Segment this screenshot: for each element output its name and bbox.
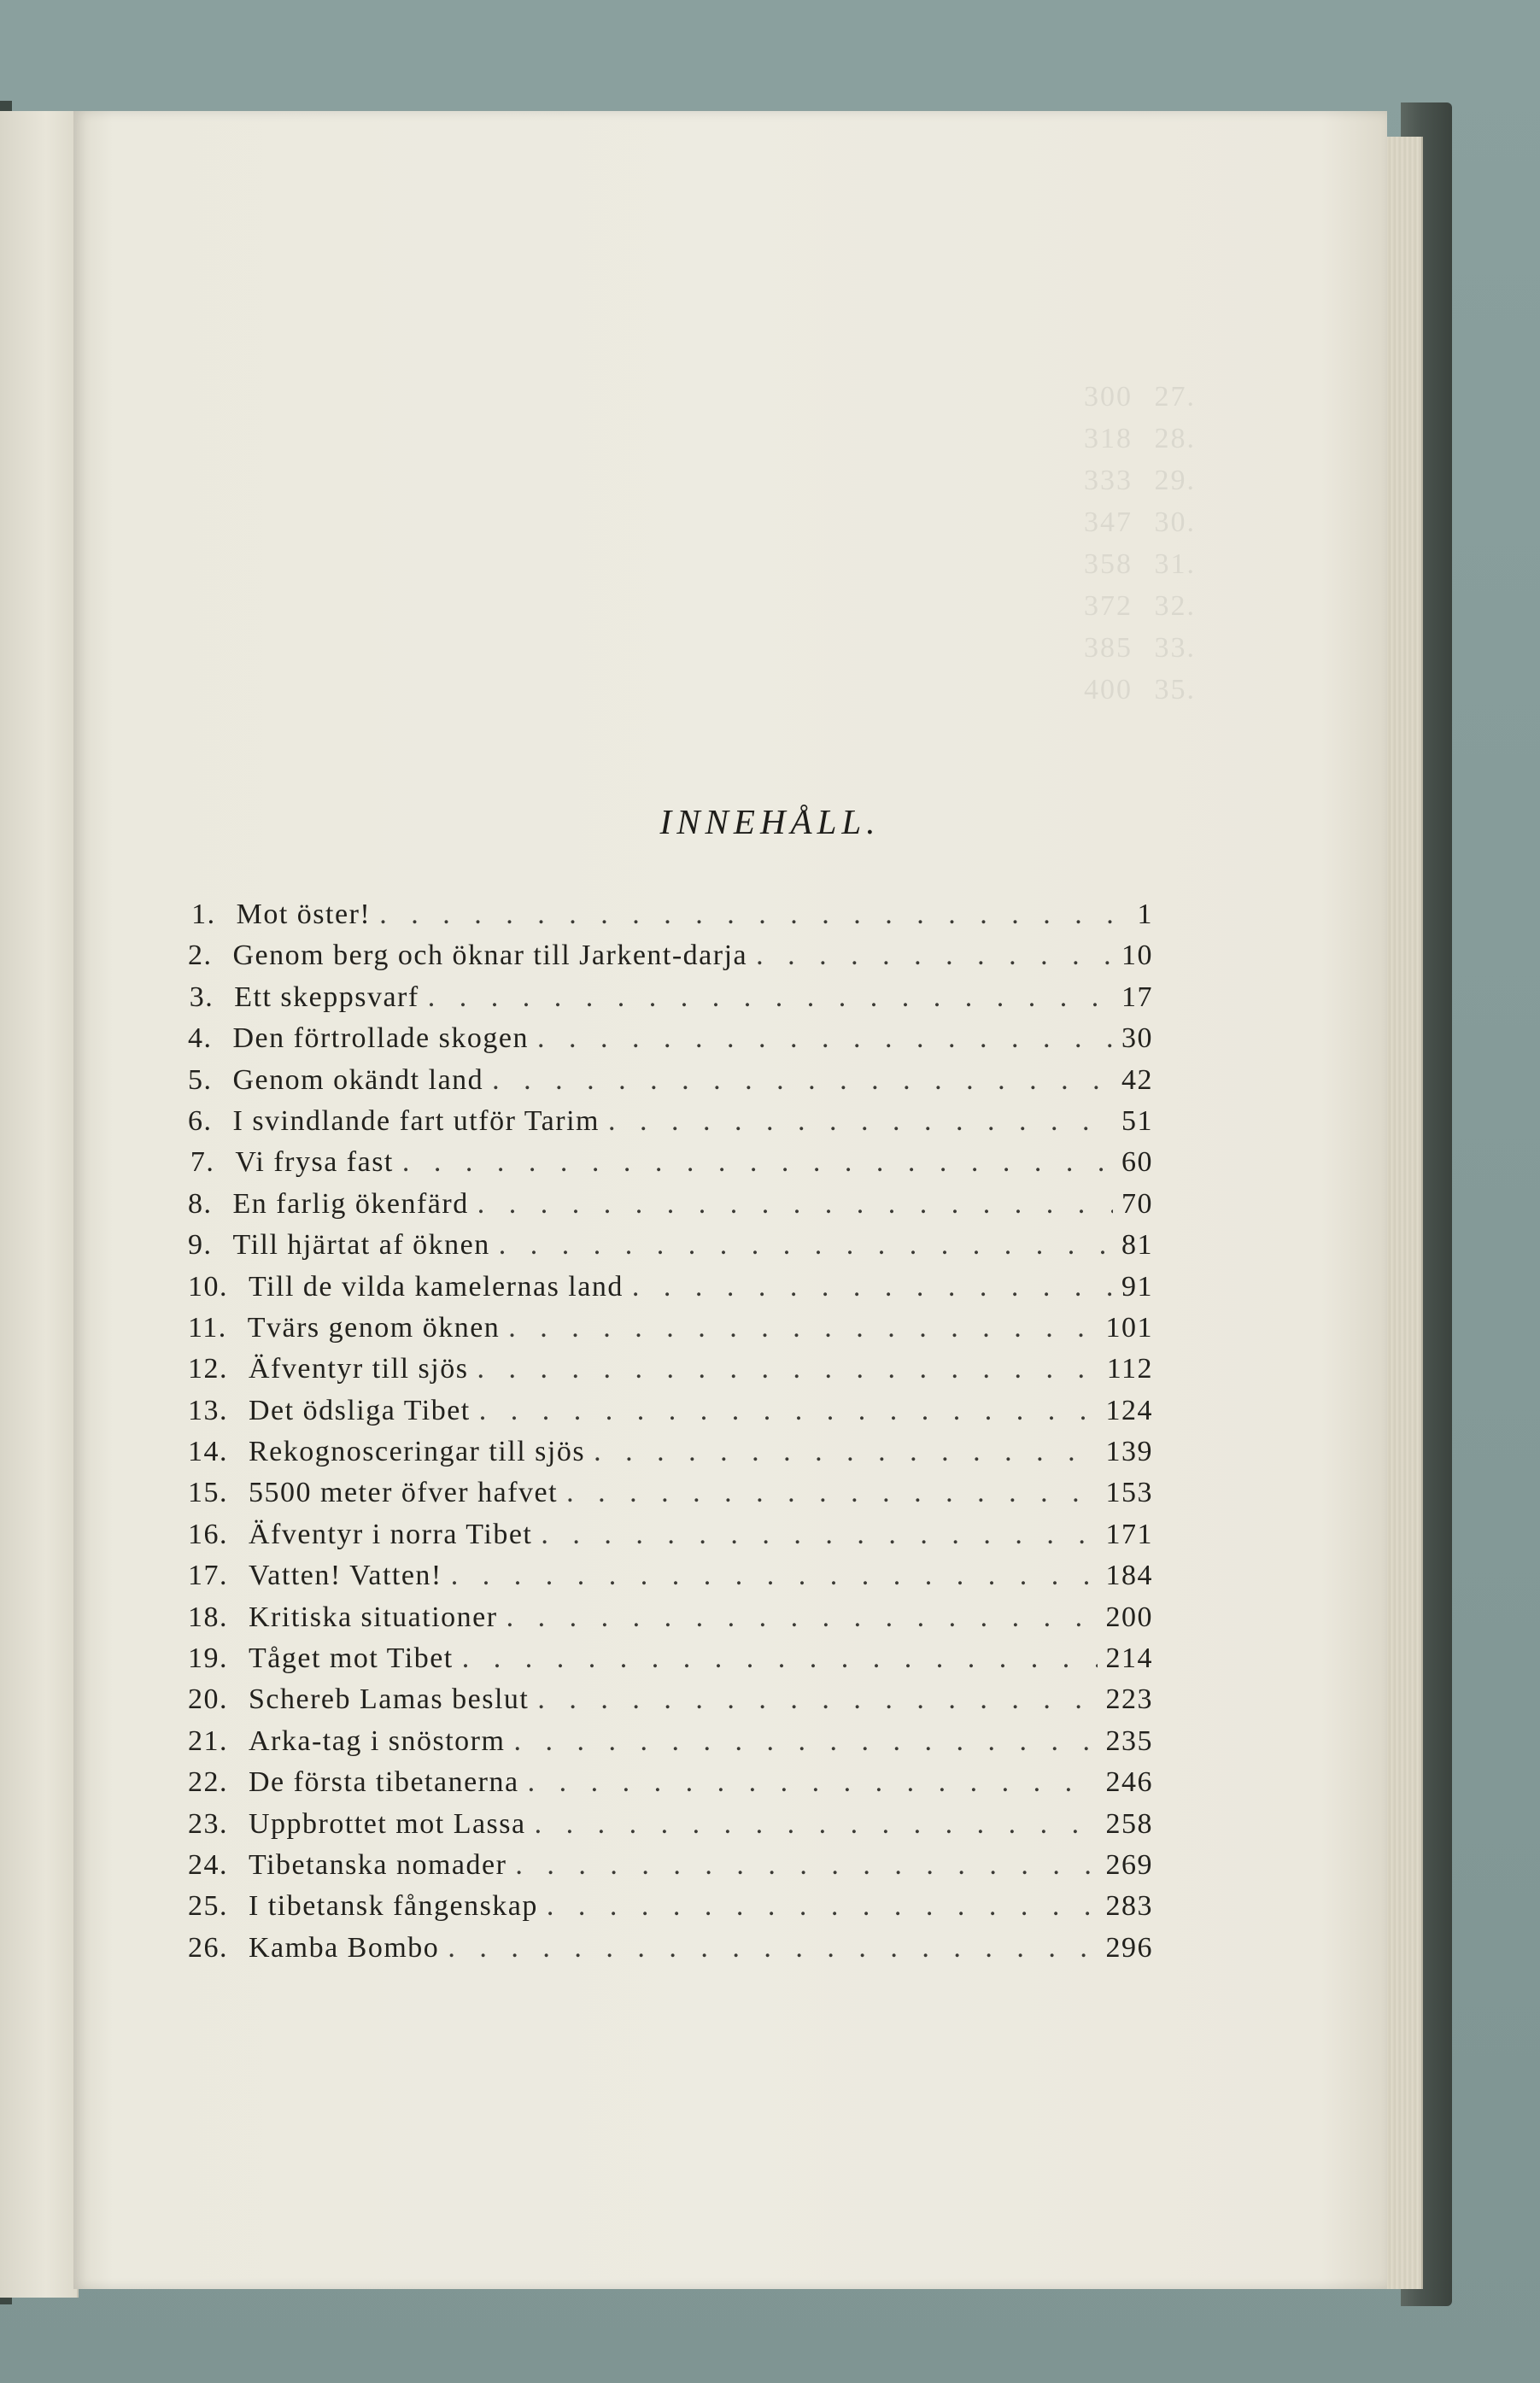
toc-entry <box>188 940 1153 981</box>
toc-entry-page: 30 <box>1121 1022 1153 1055</box>
show-through-page: 333 <box>1084 465 1133 496</box>
toc-entry-title: Till hjärtat af öknen <box>232 1229 490 1262</box>
toc-entry <box>188 1188 1153 1229</box>
toc-entry-title: Äfventyr till sjös <box>249 1353 469 1385</box>
show-through-row <box>188 460 1196 501</box>
show-through-page: 358 <box>1084 548 1133 580</box>
dot-leader <box>507 1601 1098 1634</box>
toc-entry <box>188 1477 1153 1518</box>
toc-entry <box>188 899 1153 940</box>
toc-entry <box>188 1229 1153 1270</box>
show-through-page: 372 <box>1084 590 1133 622</box>
toc-entry-page: 184 <box>1105 1560 1153 1592</box>
toc-entry-page: 91 <box>1121 1270 1153 1303</box>
toc-entry-page: 153 <box>1105 1477 1153 1509</box>
dot-leader <box>462 1642 1098 1675</box>
show-through-number: 30. <box>1154 506 1196 538</box>
toc-entry-page: 124 <box>1105 1394 1153 1426</box>
toc-entry <box>188 1766 1153 1807</box>
dot-leader <box>566 1477 1097 1509</box>
dot-leader <box>477 1188 1113 1221</box>
show-through-page: 385 <box>1084 632 1133 664</box>
dot-leader <box>477 1353 1098 1385</box>
dot-leader <box>499 1229 1113 1262</box>
toc-entry-number: 22. <box>188 1766 228 1799</box>
show-through-number: 35. <box>1154 674 1196 706</box>
toc-entry-page: 139 <box>1105 1436 1153 1468</box>
toc-entry <box>188 1601 1153 1642</box>
toc-entry-title: Tåget mot Tibet <box>249 1642 454 1675</box>
page-title: INNEHÅLL. <box>659 802 881 841</box>
show-through-page: 300 <box>1084 381 1133 413</box>
dot-leader <box>594 1436 1097 1468</box>
toc-entry-title: Tvärs genom öknen <box>247 1311 501 1344</box>
toc-entry <box>188 1560 1153 1601</box>
toc-entry-title: En farlig ökenfärd <box>232 1187 469 1220</box>
toc-entry-page: 283 <box>1105 1890 1153 1923</box>
toc-entry-number: 20. <box>188 1683 228 1716</box>
toc-entry-number: 8. <box>188 1187 213 1220</box>
dot-leader <box>451 1560 1098 1592</box>
toc-entry-page: 70 <box>1121 1187 1153 1220</box>
dot-leader <box>756 940 1113 972</box>
show-through-row <box>188 418 1196 460</box>
toc-entry <box>188 1353 1153 1394</box>
toc-entry-title: Kamba Bombo <box>249 1931 440 1964</box>
show-through-row <box>188 501 1196 543</box>
show-through-page: 347 <box>1084 506 1133 538</box>
dot-leader <box>537 1683 1097 1716</box>
toc-entry <box>188 1436 1153 1477</box>
toc-entry <box>188 1808 1153 1849</box>
toc-entry-number: 19. <box>188 1642 228 1675</box>
toc-entry-page: 10 <box>1121 940 1153 972</box>
toc-entry <box>188 1105 1153 1146</box>
left-page-edge <box>0 111 79 2298</box>
toc-entry-page: 269 <box>1105 1848 1153 1881</box>
toc-entry-title: Det ödsliga Tibet <box>249 1394 471 1426</box>
toc-entry-page: 1 <box>1137 899 1153 930</box>
dot-leader <box>535 1808 1098 1841</box>
toc-entry <box>188 1849 1153 1890</box>
toc-entry <box>188 1890 1153 1931</box>
toc-entry-number: 17. <box>188 1560 228 1592</box>
show-through-row <box>188 376 1196 418</box>
toc-entry-title: Rekognosceringar till sjös <box>249 1436 586 1468</box>
dot-leader <box>402 1146 1113 1179</box>
show-through-number: 29. <box>1154 465 1196 496</box>
toc-entry-page: 171 <box>1105 1518 1153 1550</box>
toc-entry-title: Ett skeppsvarf <box>234 981 419 1013</box>
toc-entry-title: I tibetansk fångenskap <box>249 1890 538 1923</box>
dot-leader <box>513 1725 1097 1758</box>
table-of-contents <box>188 899 1153 1973</box>
toc-entry-number: 21. <box>188 1724 228 1757</box>
toc-entry-number: 14. <box>188 1436 228 1468</box>
toc-entry-page: 60 <box>1121 1146 1153 1179</box>
dot-leader <box>537 1022 1113 1055</box>
show-through-number: 28. <box>1154 423 1196 454</box>
toc-entry <box>188 1022 1153 1063</box>
dot-leader <box>528 1766 1098 1799</box>
toc-entry-title: Arka-tag i snöstorm <box>249 1724 506 1757</box>
show-through-number: 32. <box>1154 590 1196 622</box>
toc-entry <box>188 1064 1153 1105</box>
show-through-number: 31. <box>1154 548 1196 580</box>
toc-entry-number: 25. <box>188 1890 228 1923</box>
toc-entry-page: 246 <box>1105 1766 1153 1799</box>
toc-entry-title: Äfventyr i norra Tibet <box>249 1518 533 1550</box>
toc-entry-number: 24. <box>188 1848 228 1881</box>
toc-entry-page: 17 <box>1121 981 1153 1013</box>
toc-entry <box>188 981 1153 1022</box>
toc-entry-page: 200 <box>1105 1601 1153 1633</box>
toc-entry <box>188 1519 1153 1560</box>
toc-entry-number: 13. <box>188 1394 228 1426</box>
toc-entry-title: Genom berg och öknar till Jarkent-darja <box>232 940 748 972</box>
toc-entry-page: 214 <box>1105 1642 1153 1675</box>
dot-leader <box>479 1395 1098 1427</box>
toc-entry-page: 296 <box>1105 1931 1153 1964</box>
toc-entry-number: 23. <box>188 1807 228 1840</box>
toc-entry-title: Vi frysa fast <box>235 1146 394 1179</box>
toc-entry-number: 10. <box>188 1270 228 1303</box>
toc-entry-page: 51 <box>1121 1104 1153 1137</box>
dot-leader <box>428 981 1113 1014</box>
show-through-row <box>188 585 1196 627</box>
show-through-number: 27. <box>1154 381 1196 413</box>
show-through-row <box>188 627 1196 669</box>
show-through-text <box>188 376 1196 735</box>
toc-entry-title: Tibetanska nomader <box>249 1848 507 1881</box>
toc-entry-page: 235 <box>1105 1724 1153 1757</box>
toc-entry-page: 223 <box>1105 1683 1153 1716</box>
toc-entry-page: 101 <box>1105 1311 1153 1344</box>
toc-entry-number: 7. <box>190 1146 215 1179</box>
toc-entry-number: 18. <box>188 1601 228 1633</box>
dot-leader <box>632 1271 1113 1303</box>
toc-entry-page: 112 <box>1106 1353 1153 1385</box>
toc-entry-number: 9. <box>188 1229 213 1262</box>
dot-leader <box>608 1105 1113 1138</box>
toc-entry-number: 5. <box>188 1063 213 1096</box>
toc-entry <box>188 1395 1153 1436</box>
show-through-row <box>188 669 1196 711</box>
show-through-number: 33. <box>1154 632 1196 664</box>
toc-entry-number: 6. <box>188 1104 213 1137</box>
toc-entry-title: Genom okändt land <box>232 1063 484 1096</box>
toc-entry-title: Schereb Lamas beslut <box>249 1683 530 1716</box>
show-through-page: 400 <box>1084 674 1133 706</box>
toc-entry-title: Vatten! Vatten! <box>249 1560 442 1592</box>
toc-entry-title: Den förtrollade skogen <box>232 1022 529 1055</box>
toc-entry <box>188 1271 1153 1312</box>
toc-entry <box>188 1312 1153 1353</box>
toc-entry-number: 26. <box>188 1931 228 1964</box>
toc-entry-number: 12. <box>188 1353 228 1385</box>
dot-leader <box>492 1064 1113 1097</box>
toc-entry-title: Till de vilda kamelernas land <box>249 1270 624 1303</box>
toc-entry-number: 2. <box>188 940 213 972</box>
toc-entry <box>188 1932 1153 1973</box>
toc-entry-title: Kritiska situationer <box>249 1601 498 1633</box>
dot-leader <box>515 1849 1097 1882</box>
toc-entry-title: Mot öster! <box>236 899 372 930</box>
toc-entry-title: De första tibetanerna <box>249 1766 519 1799</box>
toc-entry-number: 4. <box>188 1022 213 1055</box>
dot-leader <box>379 899 1119 931</box>
toc-entry-number: 11. <box>188 1311 227 1344</box>
toc-entry-number: 3. <box>189 981 214 1013</box>
show-through-page: 318 <box>1084 423 1133 454</box>
toc-entry-title: 5500 meter öfver hafvet <box>249 1477 559 1509</box>
toc-entry <box>188 1725 1153 1766</box>
toc-entry-number: 1. <box>191 899 216 930</box>
toc-entry-title: I svindlande fart utför Tarim <box>232 1104 600 1137</box>
dot-leader <box>547 1890 1098 1923</box>
toc-entry <box>188 1642 1153 1683</box>
toc-entry-number: 15. <box>188 1477 228 1509</box>
dot-leader <box>448 1932 1097 1964</box>
toc-entry-page: 42 <box>1121 1063 1153 1096</box>
toc-entry-number: 16. <box>188 1518 228 1550</box>
dot-leader <box>508 1312 1097 1344</box>
toc-entry-page: 258 <box>1105 1807 1153 1840</box>
toc-entry-page: 81 <box>1121 1229 1153 1262</box>
toc-entry-title: Uppbrottet mot Lassa <box>249 1807 526 1840</box>
show-through-row <box>188 543 1196 585</box>
dot-leader <box>541 1519 1097 1551</box>
toc-entry <box>188 1146 1153 1187</box>
toc-entry <box>188 1683 1153 1724</box>
